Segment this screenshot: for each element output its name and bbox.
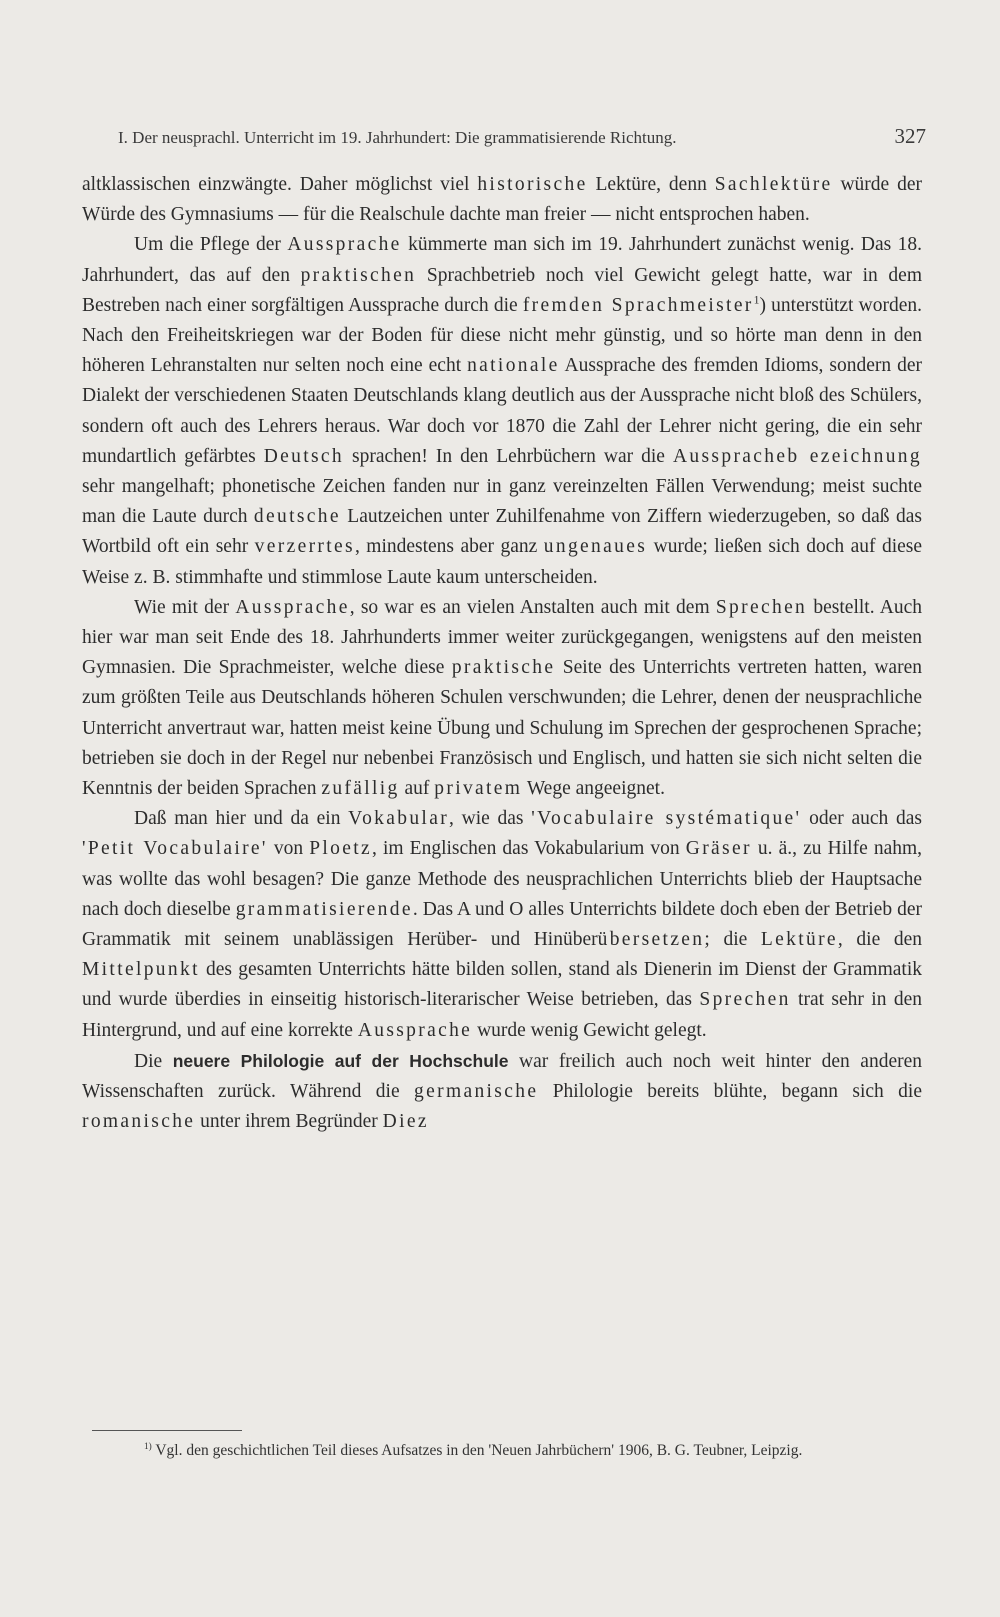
page-header	[118, 124, 926, 149]
text-run: wurde; ließen sich doch auf diese Weise z. B. stimmhafte und stimmlose Laute kaum unterscheiden.	[82, 536, 923, 588]
footnote	[92, 1437, 924, 1464]
text-run: würde der Würde des Gymnasiums — für die Realschule dachte man freier — nicht entsprochen haben.	[82, 174, 922, 226]
spaced-term: deutsche	[253, 506, 341, 528]
spaced-term: Aussprache	[357, 1019, 473, 1041]
spaced-term: praktischen	[300, 264, 417, 286]
spaced-term: 'Vocabulaire systématique'	[531, 808, 802, 830]
page-number: 327	[894, 124, 926, 148]
paragraph-5	[82, 1046, 922, 1138]
text-run: , im Englischen das Vokabularium von	[372, 838, 686, 860]
footnote-marker: 1)	[144, 1441, 152, 1452]
text-run: kümmerte man sich im 19. Jahrhundert zunächst wenig. Das 18. Jahrhundert, das auf den	[82, 234, 922, 286]
footnote-divider	[92, 1430, 242, 1431]
text-run: von	[267, 838, 310, 860]
spaced-term: nationale	[467, 355, 560, 377]
text-run: sehr mangelhaft; phonetische Zeichen fanden nur in ganz vereinzelten Fällen Verwendung; meist suchte man die Laute durch	[82, 476, 922, 528]
spaced-term: praktische	[451, 657, 556, 679]
text-run: Daß man hier und da ein	[134, 808, 349, 830]
text-run: Sprachbetrieb noch viel Gewicht gelegt hatte, war in dem Bestreben nach einer sorgfältigen Aussprache durch die	[82, 264, 922, 316]
text-run: Lektüre, denn	[587, 174, 715, 195]
spaced-term: Vokabular	[348, 808, 450, 830]
spaced-term: grammatisierende	[235, 898, 413, 920]
text-run: Philologie bereits blühte, begann sich die	[538, 1081, 922, 1103]
text-run: war freilich auch noch weit hinter den anderen Wissenschaften zurück. Während die	[82, 1050, 923, 1103]
footnote-text	[92, 1437, 924, 1464]
text-run: auf	[399, 778, 435, 800]
text-run: Lautzeichen unter Zuhilfenahme von Ziffern wiederzugeben, so daß das Wortbild oft ein sehr	[82, 506, 922, 558]
bold-term: neuere Philologie auf der Hochschule	[172, 1050, 509, 1071]
text-run: Die	[134, 1050, 173, 1072]
spaced-term: historische	[477, 174, 588, 195]
spaced-term: Mittelpunkt	[82, 959, 200, 981]
spaced-term: Sachlektüre	[714, 174, 833, 195]
text-run: sprachen! In den Lehrbüchern war die	[344, 445, 673, 467]
text-run: , so war es an vielen Anstalten auch mit dem	[349, 596, 716, 618]
spaced-term: verzerrtes	[254, 536, 355, 558]
spaced-term: Sprechen	[715, 596, 808, 618]
text-run: wurde wenig Gewicht gelegt.	[472, 1019, 707, 1041]
text-run: oder auch das	[801, 808, 922, 830]
spaced-term: fremden Sprachmeister	[522, 294, 754, 316]
text-run: trat sehr in den Hintergrund, und auf eine korrekte	[82, 989, 922, 1041]
spaced-term: Deutsch	[263, 445, 344, 467]
text-run: Um die Pflege der	[134, 234, 288, 256]
footnote-content: Vgl. den geschichtlichen Teil dieses Aufsatzes in den 'Neuen Jahrbüchern' 1906, B. G. Teubner, Leipzig.	[151, 1442, 803, 1459]
spaced-term: Ausspracheb ezeichnung	[672, 445, 922, 467]
spaced-term: zufällig	[321, 778, 400, 800]
spaced-term: romanische	[82, 1111, 196, 1133]
paragraph-1	[82, 170, 922, 230]
text-run: , mindestens aber ganz	[354, 536, 544, 558]
paragraph-2	[82, 230, 922, 592]
text-run: unter ihrem Begründer	[195, 1111, 383, 1133]
text-run: des gesamten Unterrichts hätte bilden sollen, stand als Dienerin im Dienst der Grammatik und wurde überdies in einseitig historisch-literarischer Weise betrieben, das	[82, 959, 922, 1011]
text-run: ) unterstützt worden. Nach den Freiheitskriegen war der Boden für diese nicht mehr günstig, und so hörte man denn in den höheren Lehranstalten nur selten noch eine echt	[82, 294, 922, 377]
text-run: Aussprache des fremden Idioms, sondern der Dialekt der verschiedenen Staaten Deutschlands klang deutlich aus der Aussprache nicht bloß des Schülers, sondern oft auch des Lehrers heraus. War doch vor 1870 die Zahl der Lehrer nicht gering, die ein sehr mundartlich gefärbtes	[82, 355, 923, 467]
text-run: bestellt. Auch hier war man seit Ende des 18. Jahrhunderts immer weiter zurückgegangen, wenigstens auf den meisten Gymnasien. Die Sprachmeister, welche diese	[82, 596, 922, 679]
text-run: . Das A und O alles Unterrichts bildete doch eben der Betrieb der Grammatik mit seinem unablässigen Herüber- und Hinüber	[82, 898, 923, 951]
spaced-term: ungenaues	[543, 536, 648, 558]
spaced-term: Ploetz	[309, 838, 373, 860]
text-run: altklassischen einzwängte. Daher möglichst viel	[82, 174, 478, 195]
spaced-term: Diez	[382, 1111, 429, 1133]
text-run: , wie das	[449, 808, 532, 830]
text-run: u. ä., zu Hilfe nahm, was wollte das wohl besagen? Die ganze Methode des neusprachlichen Unterrichts blieb der Hauptsache nach doch dieselbe	[82, 838, 923, 920]
spaced-term: Aussprache	[235, 596, 350, 618]
text-run: Wie mit der	[134, 596, 236, 618]
spaced-term: privatem	[434, 778, 523, 800]
spaced-term: übersetzen	[597, 929, 705, 951]
spaced-term: germanische	[414, 1081, 539, 1103]
running-title: I. Der neusprachl. Unterricht im 19. Jahrhundert: Die grammatisierende Richtung.	[118, 128, 677, 147]
paragraph-4	[82, 804, 922, 1046]
paragraph-3	[82, 593, 922, 804]
spaced-term: Lektüre	[760, 929, 838, 951]
spaced-term: Aussprache	[287, 234, 402, 256]
text-run: Seite des Unterrichts vertreten hatten, waren zum größten Teile aus Deutschlands höheren Schulen verschwunden; die Lehrer, denen der neusprachliche Unterricht anvertraut war, hatten meist keine Übung und Schulung im Sprechen der gesprochenen Sprache; betrieben sie doch in der Regel nur nebenbei Französisch und Englisch, und hatten sie sich nicht selten die Kenntnis der beiden Sprachen	[82, 657, 922, 800]
footnote-reference: 1	[753, 293, 760, 307]
spaced-term: 'Petit Vocabulaire'	[82, 838, 268, 860]
main-text	[82, 170, 922, 1138]
text-run: ; die	[704, 929, 761, 951]
text-run: Wege angeeignet.	[522, 778, 665, 800]
spaced-term: Gräser	[685, 838, 752, 860]
spaced-term: Sprechen	[699, 989, 791, 1011]
text-run: , die den	[837, 929, 922, 951]
